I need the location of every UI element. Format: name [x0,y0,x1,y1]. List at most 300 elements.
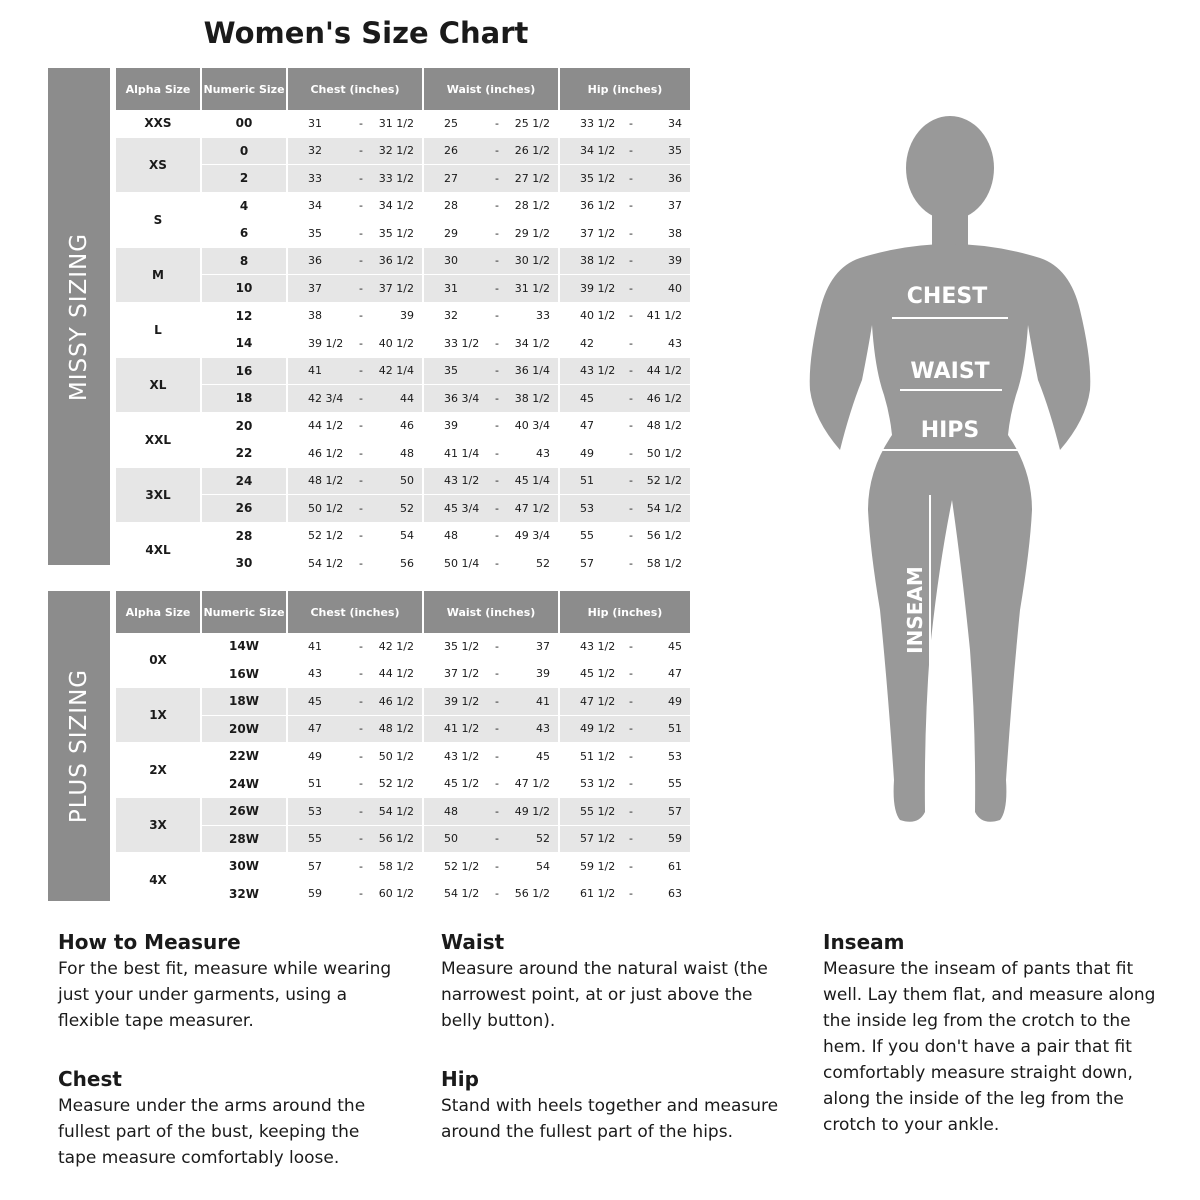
chest-max: 58 1/2 [378,859,414,873]
table-row [116,193,690,221]
numeric-size-cell: 20W [202,716,286,744]
waist-range-cell [424,523,558,551]
body-silhouette-figure [770,90,1130,850]
chest-max: 46 1/2 [378,694,414,708]
hip-range-cell [560,771,690,799]
waist-max: 49 3/4 [514,529,550,543]
table-row [116,413,690,441]
alpha-size-cell: XXS [116,110,200,138]
hip-max: 61 [668,859,682,873]
range-dash: - [495,722,499,736]
range-dash: - [359,336,363,350]
waist-range-cell [424,165,558,193]
header-waist: Waist (inches) [424,591,558,633]
chart-title: Women's Size Chart [203,16,529,50]
waist-range-cell [424,495,558,523]
waist-range-cell [424,468,558,496]
waist-info-title: Waist [441,930,505,954]
range-dash: - [629,171,633,185]
chest-max: 50 1/2 [378,749,414,763]
range-dash: - [495,556,499,570]
range-dash: - [495,474,499,488]
hip-min: 59 1/2 [580,859,616,873]
chest-range-cell [288,303,422,331]
numeric-size-cell: 10 [202,275,286,303]
waist-range-cell [424,138,558,166]
range-dash: - [629,722,633,736]
waist-min: 26 [444,144,458,158]
chest-min: 31 [308,116,322,130]
range-dash: - [629,391,633,405]
hip-max: 35 [668,144,682,158]
numeric-size-cell: 24 [202,468,286,496]
numeric-size-cell: 16 [202,358,286,386]
header-waist: Waist (inches) [424,68,558,110]
chest-min: 39 1/2 [308,336,344,350]
hip-max: 58 1/2 [646,556,682,570]
chest-min: 47 [308,722,322,736]
chest-max: 40 1/2 [378,336,414,350]
hip-range-cell [560,220,690,248]
hip-min: 40 1/2 [580,309,616,323]
waist-range-cell [424,633,558,661]
chest-max: 52 1/2 [378,777,414,791]
range-dash: - [495,336,499,350]
waist-max: 43 [536,722,550,736]
chest-range-cell [288,330,422,358]
waist-max: 38 1/2 [514,391,550,405]
waist-range-cell [424,743,558,771]
hip-max: 53 [668,749,682,763]
chest-range-cell [288,358,422,386]
alpha-size-cell: 4X [116,853,200,908]
range-dash: - [629,309,633,323]
range-dash: - [495,199,499,213]
chest-min: 41 [308,364,322,378]
chest-min: 43 [308,667,322,681]
waist-min: 45 3/4 [444,501,480,515]
hip-min: 37 1/2 [580,226,616,240]
chest-range-cell [288,771,422,799]
hip-max: 46 1/2 [646,391,682,405]
waist-min: 43 1/2 [444,749,480,763]
inseam-info-title: Inseam [823,930,905,954]
table-row [116,661,690,689]
range-dash: - [359,116,363,130]
table-row [116,138,690,166]
range-dash: - [495,859,499,873]
chest-min: 34 [308,199,322,213]
alpha-size-cell: 0X [116,633,200,688]
waist-max: 30 1/2 [514,254,550,268]
waist-min: 48 [444,529,458,543]
range-dash: - [359,419,363,433]
hip-max: 50 1/2 [646,446,682,460]
hip-min: 53 1/2 [580,777,616,791]
hip-max: 40 [668,281,682,295]
waist-max: 41 [536,694,550,708]
waist-min: 45 1/2 [444,777,480,791]
chest-range-cell [288,853,422,881]
range-dash: - [359,749,363,763]
waist-min: 41 1/2 [444,722,480,736]
hip-range-cell [560,303,690,331]
waist-info-text: Measure around the natural waist (the narrowest point, at or just above the belly button). [441,959,768,1031]
range-dash: - [629,501,633,515]
range-dash: - [495,777,499,791]
waist-min: 36 3/4 [444,391,480,405]
chest-range-cell [288,550,422,578]
range-dash: - [629,281,633,295]
numeric-size-cell: 22W [202,743,286,771]
waist-min: 30 [444,254,458,268]
chest-range-cell [288,413,422,441]
range-dash: - [359,309,363,323]
range-dash: - [629,254,633,268]
chest-max: 48 1/2 [378,722,414,736]
chest-max: 54 1/2 [378,804,414,818]
chest-max: 42 1/4 [378,364,414,378]
alpha-size-cell: XXL [116,413,200,468]
range-dash: - [495,171,499,185]
range-dash: - [495,116,499,130]
chest-min: 37 [308,281,322,295]
range-dash: - [495,887,499,901]
waist-range-cell [424,853,558,881]
waist-min: 48 [444,804,458,818]
hip-max: 51 [668,722,682,736]
hip-range-cell [560,495,690,523]
waist-min: 29 [444,226,458,240]
chest-min: 54 1/2 [308,556,344,570]
chest-min: 45 [308,694,322,708]
alpha-size-cell: S [116,193,200,248]
hip-min: 61 1/2 [580,887,616,901]
alpha-size-cell: 2X [116,743,200,798]
chest-max: 33 1/2 [378,171,414,185]
waist-max: 52 [536,556,550,570]
waist-range-cell [424,275,558,303]
how-to-measure-title: How to Measure [58,930,241,954]
range-dash: - [629,226,633,240]
numeric-size-cell: 26W [202,798,286,826]
waist-range-cell [424,771,558,799]
chest-max: 56 1/2 [378,832,414,846]
hip-max: 45 [668,639,682,653]
hip-range-cell [560,330,690,358]
chest-max: 44 1/2 [378,667,414,681]
hip-min: 45 1/2 [580,667,616,681]
hip-max: 49 [668,694,682,708]
chest-range-cell [288,110,422,138]
hip-range-cell [560,413,690,441]
hip-min: 47 1/2 [580,694,616,708]
range-dash: - [629,474,633,488]
numeric-size-cell: 28W [202,826,286,854]
table-row [116,275,690,303]
range-dash: - [495,226,499,240]
table-row [116,771,690,799]
hip-range-cell [560,826,690,854]
range-dash: - [629,667,633,681]
hip-min: 39 1/2 [580,281,616,295]
hip-max: 41 1/2 [646,309,682,323]
hip-range-cell [560,440,690,468]
alpha-size-cell: L [116,303,200,358]
chest-min: 57 [308,859,322,873]
waist-min: 28 [444,199,458,213]
range-dash: - [629,887,633,901]
table-row [116,385,690,413]
hip-min: 53 [580,501,594,515]
chest-max: 54 [400,529,414,543]
waist-min: 37 1/2 [444,667,480,681]
header-chest: Chest (inches) [288,68,422,110]
waist-min: 25 [444,116,458,130]
chest-min: 46 1/2 [308,446,344,460]
waist-range-cell [424,110,558,138]
waist-max: 40 3/4 [514,419,550,433]
range-dash: - [359,391,363,405]
hip-max: 54 1/2 [646,501,682,515]
hip-min: 49 [580,446,594,460]
alpha-size-cell: 3X [116,798,200,853]
range-dash: - [629,639,633,653]
table-row [116,633,690,661]
table-row [116,826,690,854]
hip-max: 39 [668,254,682,268]
hip-range-cell [560,358,690,386]
numeric-size-cell: 22 [202,440,286,468]
waist-range-cell [424,798,558,826]
hip-max: 34 [668,116,682,130]
hip-min: 57 1/2 [580,832,616,846]
hip-range-cell [560,110,690,138]
waist-max: 34 1/2 [514,336,550,350]
waist-range-cell [424,303,558,331]
hip-min: 51 1/2 [580,749,616,763]
chest-max: 34 1/2 [378,199,414,213]
waist-min: 35 [444,364,458,378]
waist-max: 26 1/2 [514,144,550,158]
range-dash: - [495,144,499,158]
range-dash: - [495,529,499,543]
hip-min: 55 [580,529,594,543]
chest-range-cell [288,881,422,909]
chest-max: 36 1/2 [378,254,414,268]
missy-sizing-label: MISSY SIZING [48,68,110,565]
range-dash: - [629,199,633,213]
waist-max: 28 1/2 [514,199,550,213]
waist-max: 52 [536,832,550,846]
waist-max: 45 [536,749,550,763]
hip-range-cell [560,550,690,578]
waist-range-cell [424,716,558,744]
waist-max: 49 1/2 [514,804,550,818]
chest-max: 48 [400,446,414,460]
hips-label: HIPS [920,418,980,443]
chest-min: 41 [308,639,322,653]
hip-max: 57 [668,804,682,818]
chest-min: 36 [308,254,322,268]
chest-range-cell [288,633,422,661]
chest-min: 44 1/2 [308,419,344,433]
numeric-size-cell: 32W [202,881,286,909]
table-row [116,550,690,578]
range-dash: - [629,446,633,460]
table-row [116,330,690,358]
range-dash: - [629,419,633,433]
range-dash: - [629,859,633,873]
chest-range-cell [288,248,422,276]
range-dash: - [359,281,363,295]
waist-range-cell [424,661,558,689]
table-row [116,303,690,331]
range-dash: - [359,777,363,791]
how-to-measure-text: For the best fit, measure while wearing just your under garments, using a flexible tape measurer. [58,959,392,1031]
range-dash: - [359,639,363,653]
range-dash: - [359,199,363,213]
inseam-info-text: Measure the inseam of pants that fit well. Lay them flat, and measure along the inside leg from the crotch to the hem. If you don't have a pair that fit comfortably measure straight down, along the inside of the leg from the crotch to your ankle. [823,959,1156,1135]
waist-max: 47 1/2 [514,501,550,515]
range-dash: - [359,694,363,708]
range-dash: - [359,804,363,818]
hip-min: 34 1/2 [580,144,616,158]
range-dash: - [495,254,499,268]
range-dash: - [495,281,499,295]
chest-max: 42 1/2 [378,639,414,653]
numeric-size-cell: 18 [202,385,286,413]
hip-info-title: Hip [441,1067,479,1091]
numeric-size-cell: 4 [202,193,286,221]
chest-range-cell [288,743,422,771]
missy-sizing-section [48,68,684,571]
hip-max: 43 [668,336,682,350]
chest-max: 37 1/2 [378,281,414,295]
hip-info-block [441,1067,791,1145]
numeric-size-cell: 18W [202,688,286,716]
alpha-size-cell: 1X [116,688,200,743]
hip-min: 33 1/2 [580,116,616,130]
range-dash: - [495,419,499,433]
hip-min: 57 [580,556,594,570]
hip-range-cell [560,881,690,909]
plus-sizing-label: PLUS SIZING [48,591,110,901]
table-row [116,853,690,881]
chest-max: 35 1/2 [378,226,414,240]
range-dash: - [495,694,499,708]
waist-max: 47 1/2 [514,777,550,791]
waist-min: 39 1/2 [444,694,480,708]
hip-min: 36 1/2 [580,199,616,213]
hip-range-cell [560,743,690,771]
range-dash: - [629,144,633,158]
chest-min: 55 [308,832,322,846]
waist-min: 50 [444,832,458,846]
hip-max: 56 1/2 [646,529,682,543]
plus-size-table [114,591,692,908]
waist-range-cell [424,358,558,386]
hip-range-cell [560,661,690,689]
waist-min: 54 1/2 [444,887,480,901]
waist-min: 41 1/4 [444,446,480,460]
hip-max: 38 [668,226,682,240]
waist-max: 45 1/4 [514,474,550,488]
range-dash: - [359,859,363,873]
chest-info-block [58,1067,388,1171]
range-dash: - [629,556,633,570]
chest-range-cell [288,275,422,303]
numeric-size-cell: 28 [202,523,286,551]
header-chest: Chest (inches) [288,591,422,633]
numeric-size-cell: 12 [202,303,286,331]
waist-range-cell [424,826,558,854]
chest-min: 35 [308,226,322,240]
header-alpha-size: Alpha Size [116,68,200,110]
hip-max: 37 [668,199,682,213]
table-row [116,495,690,523]
range-dash: - [495,749,499,763]
hip-min: 49 1/2 [580,722,616,736]
waist-max: 27 1/2 [514,171,550,185]
range-dash: - [629,749,633,763]
chest-min: 48 1/2 [308,474,344,488]
chest-min: 59 [308,887,322,901]
chest-info-title: Chest [58,1067,122,1091]
alpha-size-cell: 4XL [116,523,200,578]
range-dash: - [629,364,633,378]
waist-range-cell [424,688,558,716]
header-numeric-size: Numeric Size [202,68,286,110]
range-dash: - [495,364,499,378]
chest-range-cell [288,523,422,551]
chest-max: 52 [400,501,414,515]
chest-range-cell [288,385,422,413]
hip-max: 48 1/2 [646,419,682,433]
waist-range-cell [424,193,558,221]
hip-max: 44 1/2 [646,364,682,378]
hip-max: 36 [668,171,682,185]
range-dash: - [359,171,363,185]
range-dash: - [495,309,499,323]
range-dash: - [495,832,499,846]
chest-max: 31 1/2 [378,116,414,130]
alpha-size-cell: XS [116,138,200,193]
table-row [116,110,690,138]
alpha-size-cell: XL [116,358,200,413]
waist-max: 37 [536,639,550,653]
chest-range-cell [288,688,422,716]
hip-range-cell [560,248,690,276]
chest-min: 50 1/2 [308,501,344,515]
hip-min: 47 [580,419,594,433]
numeric-size-cell: 0 [202,138,286,166]
waist-min: 32 [444,309,458,323]
waist-range-cell [424,440,558,468]
chest-range-cell [288,220,422,248]
chest-max: 60 1/2 [378,887,414,901]
range-dash: - [359,501,363,515]
chest-max: 56 [400,556,414,570]
chest-range-cell [288,495,422,523]
range-dash: - [495,804,499,818]
chest-range-cell [288,798,422,826]
waist-range-cell [424,413,558,441]
waist-range-cell [424,385,558,413]
numeric-size-cell: 16W [202,661,286,689]
chest-min: 51 [308,777,322,791]
chest-info-text: Measure under the arms around the fullest part of the bust, keeping the tape measure comfortably loose. [58,1096,366,1168]
